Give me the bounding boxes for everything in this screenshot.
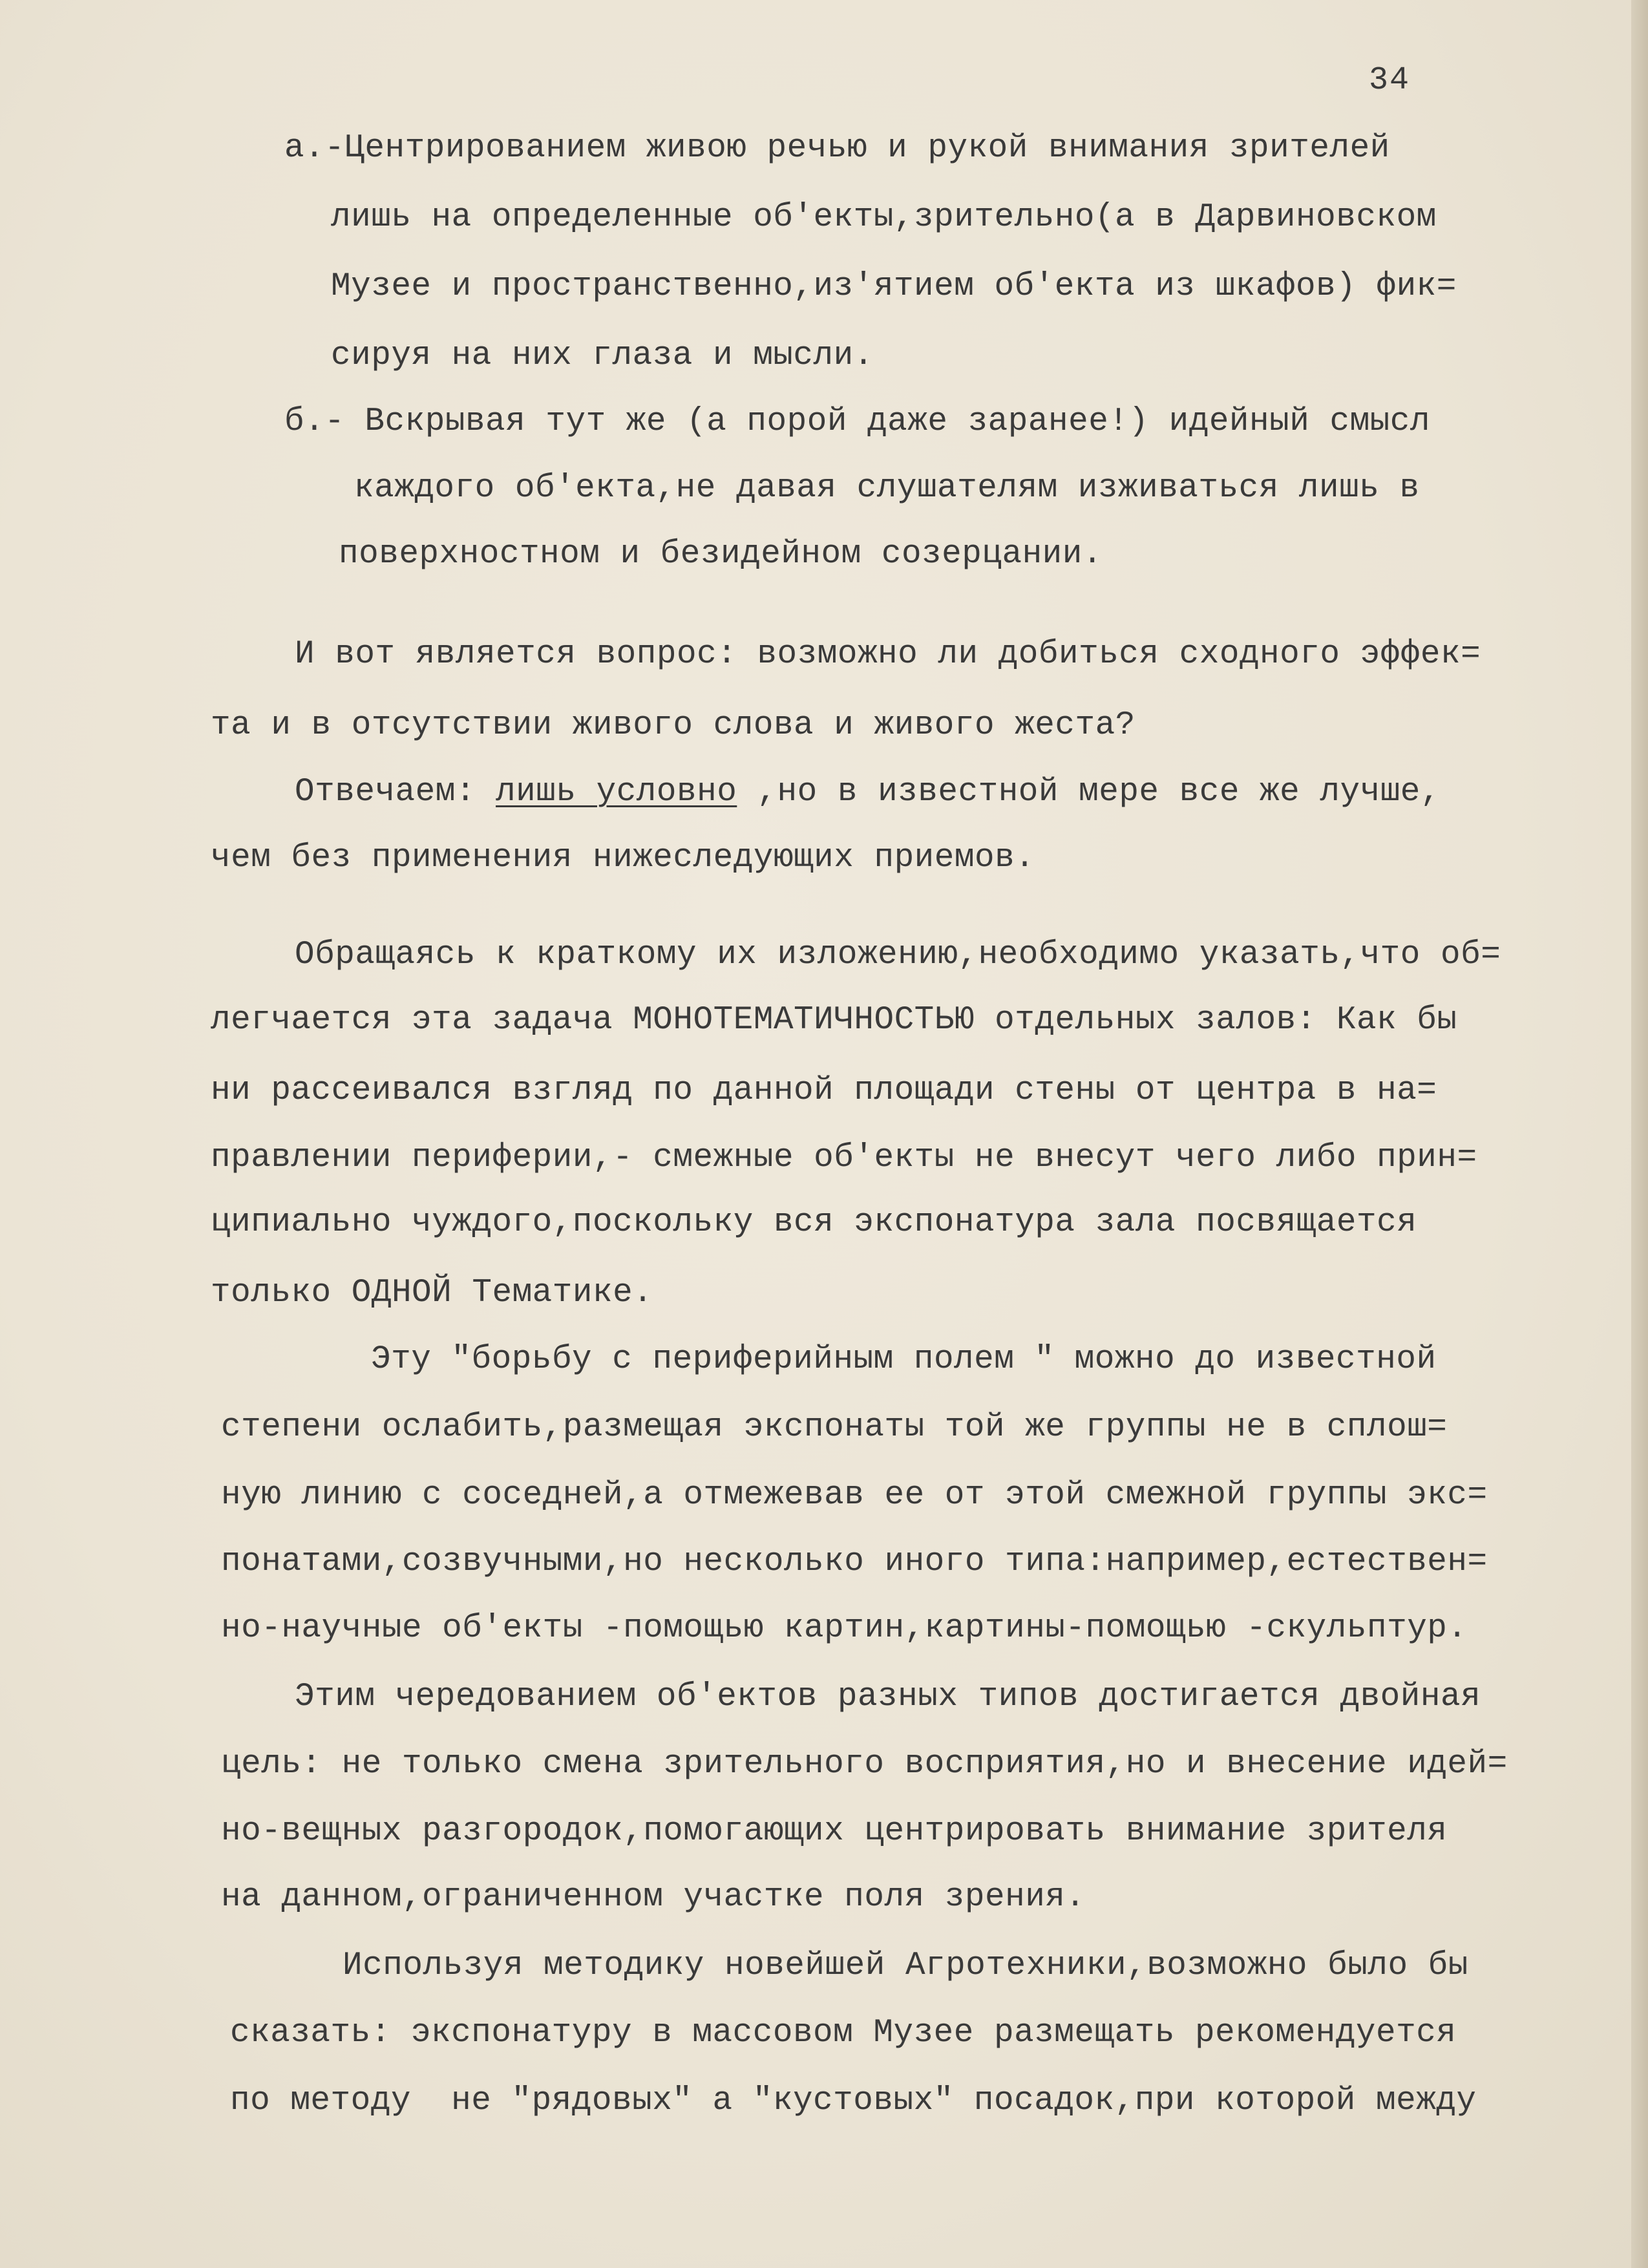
text-line: правлении периферии,- смежные об'екты не внесут чего либо прин= bbox=[211, 1139, 1477, 1176]
text-line: ную линию с соседней,а отмежевав ее от этой смежной группы экс= bbox=[221, 1477, 1488, 1514]
text-line: сказать: экспонатуру в массовом Музее размещать рекомендуется bbox=[230, 2015, 1457, 2051]
text-line: каждого об'екта,не давая слушателям изживаться лишь в bbox=[354, 470, 1420, 507]
text-line: б.- Вскрывая тут же (а порой даже заранее!) идейный смысл bbox=[284, 403, 1430, 440]
text-line: только ОДНОЙ Тематике. bbox=[211, 1275, 653, 1311]
text-line: понатами,созвучными,но несколько иного типа:например,естествен= bbox=[221, 1543, 1488, 1580]
text-line: но-вещных разгородок,помогающих центрировать внимание зрителя bbox=[221, 1813, 1448, 1850]
text-line: ни рассеивался взгляд по данной площади стены от центра в на= bbox=[211, 1072, 1437, 1109]
text-line: ципиально чуждого,поскольку вся экспонатура зала посвящается bbox=[211, 1204, 1417, 1241]
text-line: И вот является вопрос: возможно ли добиться сходного эффек= bbox=[295, 636, 1481, 673]
underlined-phrase: лишь условно bbox=[496, 774, 737, 811]
text-line: легчается эта задача МОНОТЕМАТИЧНОСТЬЮ отдельных залов: Как бы bbox=[211, 1002, 1457, 1039]
page-number: 34 bbox=[1369, 62, 1411, 99]
text-line: но-научные об'екты -помощью картин,картины-помощью -скульптур. bbox=[221, 1610, 1468, 1647]
text-line: чем без применения нижеследующих приемов. bbox=[211, 840, 1035, 876]
text-line: Используя методику новейшей Агротехники,возможно было бы bbox=[343, 1947, 1468, 1984]
text-line: поверхностном и безидейном созерцании. bbox=[339, 536, 1103, 573]
text-line: степени ослабить,размещая экспонаты той же группы не в сплош= bbox=[221, 1409, 1448, 1446]
text-segment: ,но в известной мере все же лучше, bbox=[737, 774, 1441, 811]
text-line: по методу не "рядовых" а "кустовых" посадок,при которой между bbox=[230, 2083, 1477, 2119]
text-line: Музее и пространственно,из'ятием об'екта из шкафов) фик= bbox=[331, 268, 1457, 305]
text-segment: Отвечаем: bbox=[295, 774, 496, 811]
text-line bbox=[295, 776, 1441, 809]
text-line: Эту "борьбу с периферийным полем " можно до известной bbox=[371, 1341, 1437, 1378]
text-line: цель: не только смена зрительного восприятия,но и внесение идей= bbox=[221, 1746, 1508, 1783]
paper-edge bbox=[1631, 0, 1648, 2268]
text-line: лишь на определенные об'екты,зрительно(а в Дарвиновском bbox=[331, 199, 1437, 236]
text-line: сируя на них глаза и мысли. bbox=[331, 337, 874, 374]
text-line: на данном,ограниченном участке поля зрения. bbox=[221, 1879, 1086, 1916]
text-line: та и в отсутствии живого слова и живого жеста? bbox=[211, 707, 1136, 744]
text-line: а.-Центрированием живою речью и рукой внимания зрителей bbox=[284, 130, 1390, 167]
text-line: Этим чередованием об'ектов разных типов достигается двойная bbox=[295, 1679, 1481, 1715]
text-line: Обращаясь к краткому их изложению,необходимо указать,что об= bbox=[295, 937, 1501, 973]
